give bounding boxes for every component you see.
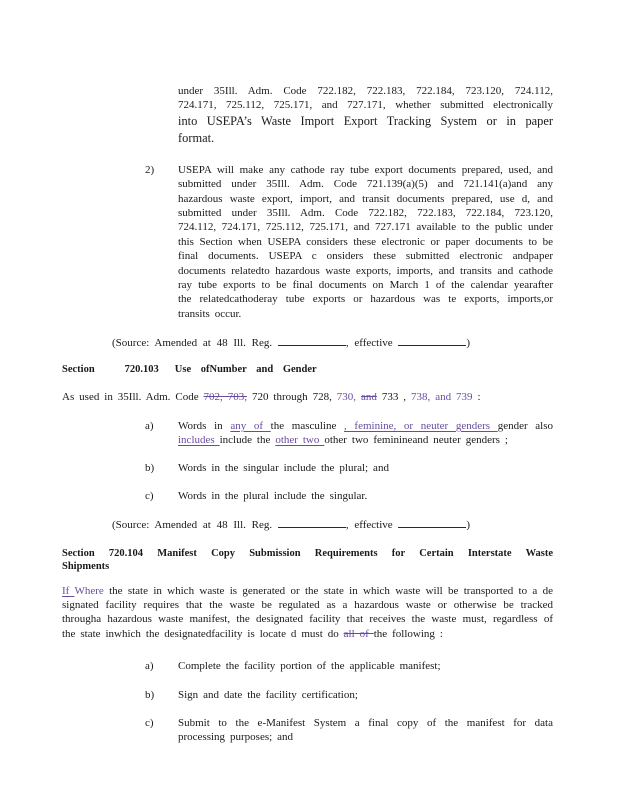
text-run: , feminine, or neuter genders (344, 419, 498, 432)
text-run: , effective (345, 337, 399, 350)
section-heading-line1: Section 720.104 Manifest Copy Submission Requirements for Certain Interstate Waste (62, 547, 553, 559)
section-word: Section (62, 363, 95, 375)
list-item-104-a (62, 659, 553, 673)
text-run: 724.171, 725.112, 725.171, and 727.171, whether submitted electronically (178, 99, 553, 112)
text-run: 702, 703, (203, 391, 247, 404)
text-run: all of (343, 627, 374, 640)
section-heading-720-103 (62, 363, 553, 377)
text-run: (Source: Amended at 48 Ill. Reg. (112, 519, 278, 532)
list-item-label: a) (145, 660, 154, 673)
list-item-text (178, 489, 553, 503)
text-run: any of (230, 419, 271, 432)
list-item-label: c) (145, 489, 154, 502)
text-run: the state in which waste is generated or the state in which waste will be transported to a de signated facility requires that the waste be regulated as a hazardous waste or otherwise be tracked througha hazardous waste manifest, the designated facility that receives the waste must, regardless of the state inwhich the designatedfacility is locate d must do (62, 584, 554, 640)
list-item-104-c (62, 716, 553, 745)
list-item-label: b) (145, 688, 155, 701)
text-run: Complete the facility portion of the applicable manifest; (178, 660, 441, 673)
list-item-text (178, 419, 553, 448)
text-run: 733 , (376, 391, 411, 404)
text-run: (Source: Amended at 48 Ill. Reg. (112, 337, 278, 350)
list-item-label: c) (145, 717, 154, 730)
text-run: under 35Ill. Adm. Code 722.182, 722.183, 722.184, 723.120, 724.112, (178, 85, 553, 97)
source-note-102 (112, 335, 553, 350)
section-title: Use ofNumber and Gender (174, 363, 317, 375)
text-run: 720 through 728, (247, 391, 337, 404)
text-run: Submit to the e-Manifest System a final copy of the manifest for data processing purposes; and (178, 717, 553, 744)
page-content (62, 84, 553, 745)
list-item-text (178, 688, 553, 702)
source-note-103 (112, 517, 553, 532)
list-item-text (178, 659, 553, 673)
text-run: : (472, 391, 481, 404)
text-run: include the (219, 434, 276, 446)
text-run: other two (275, 434, 325, 446)
list-item-text (178, 461, 553, 475)
text-run: Words in the plural include the singular. (178, 489, 368, 502)
text-run: and 739 (435, 391, 473, 404)
paragraph-line (178, 113, 553, 147)
text-run: ) (466, 519, 471, 532)
list-item-text (178, 163, 553, 321)
text-run: If (62, 584, 75, 597)
text-run: and (360, 391, 377, 404)
text-run: the following : (373, 627, 443, 640)
section-number: 720.103 (124, 363, 159, 375)
text-run: gender also (497, 419, 554, 432)
text-run: into USEPA’s Waste Import Export Tracking System or in paper format. (178, 113, 553, 145)
list-item-label: 2) (145, 163, 155, 176)
text-run: the masculine (270, 419, 345, 432)
list-item-label: b) (145, 462, 155, 475)
text-run: 730, (336, 391, 357, 404)
text-run: 738, (410, 391, 431, 404)
paragraph-102-continuation (178, 84, 553, 147)
list-item-103-c (62, 489, 553, 503)
paragraph-104-intro (62, 584, 553, 642)
list-item-102-2 (62, 163, 553, 321)
text-run (278, 517, 346, 528)
text-run (398, 517, 466, 528)
text-run: , effective (345, 519, 399, 532)
list-item-103-b (62, 461, 553, 475)
paragraph-line (178, 84, 553, 98)
list-item-103-a (62, 419, 553, 448)
text-run: USEPA will make any cathode ray tube export documents prepared, used, and submitted under 35Ill. Adm. Code 721.139(a)(5) and 721.141(a)and any hazardous waste export, import, and transit documents prepared, use d, and submitted under 35Ill. Adm. Code 722.182, 722.183, 722.184, 723.120, 724.112, 724.171, 725.112, 725.171, and 727.171 available to the public under this Section when USEPA considers these electronic or paper documents to be final documents. USEPA c onsiders these submitted electronic andpaper documents relatedto hazardous waste exports, imports, and transits and cathode ray tube exports to be final documents on March 1 of the calendar yearafter the relatedcathoderay tube exports or hazardous was te exports, imports,or transits occur. (178, 163, 553, 320)
list-item-label: a) (145, 419, 154, 432)
text-run: ) (466, 337, 471, 350)
paragraph-line (178, 98, 553, 112)
text-run: As used in 35Ill. Adm. Code (62, 391, 204, 404)
section-heading-720-104 (62, 547, 553, 574)
text-run (278, 335, 346, 346)
paragraph-103-intro (62, 390, 553, 404)
text-run (398, 335, 466, 346)
text-run: other two feminineand neuter genders ; (324, 434, 508, 446)
list-item-text (178, 716, 553, 745)
text-run: Words in (178, 419, 231, 432)
text-run: Where (74, 584, 104, 597)
text-run: Words in the singular include the plural; and (178, 462, 389, 475)
section-heading-line2: Shipments (62, 561, 110, 573)
text-run: Sign and date the facility certification; (178, 688, 358, 701)
text-run: includes (178, 434, 220, 446)
list-item-104-b (62, 688, 553, 702)
